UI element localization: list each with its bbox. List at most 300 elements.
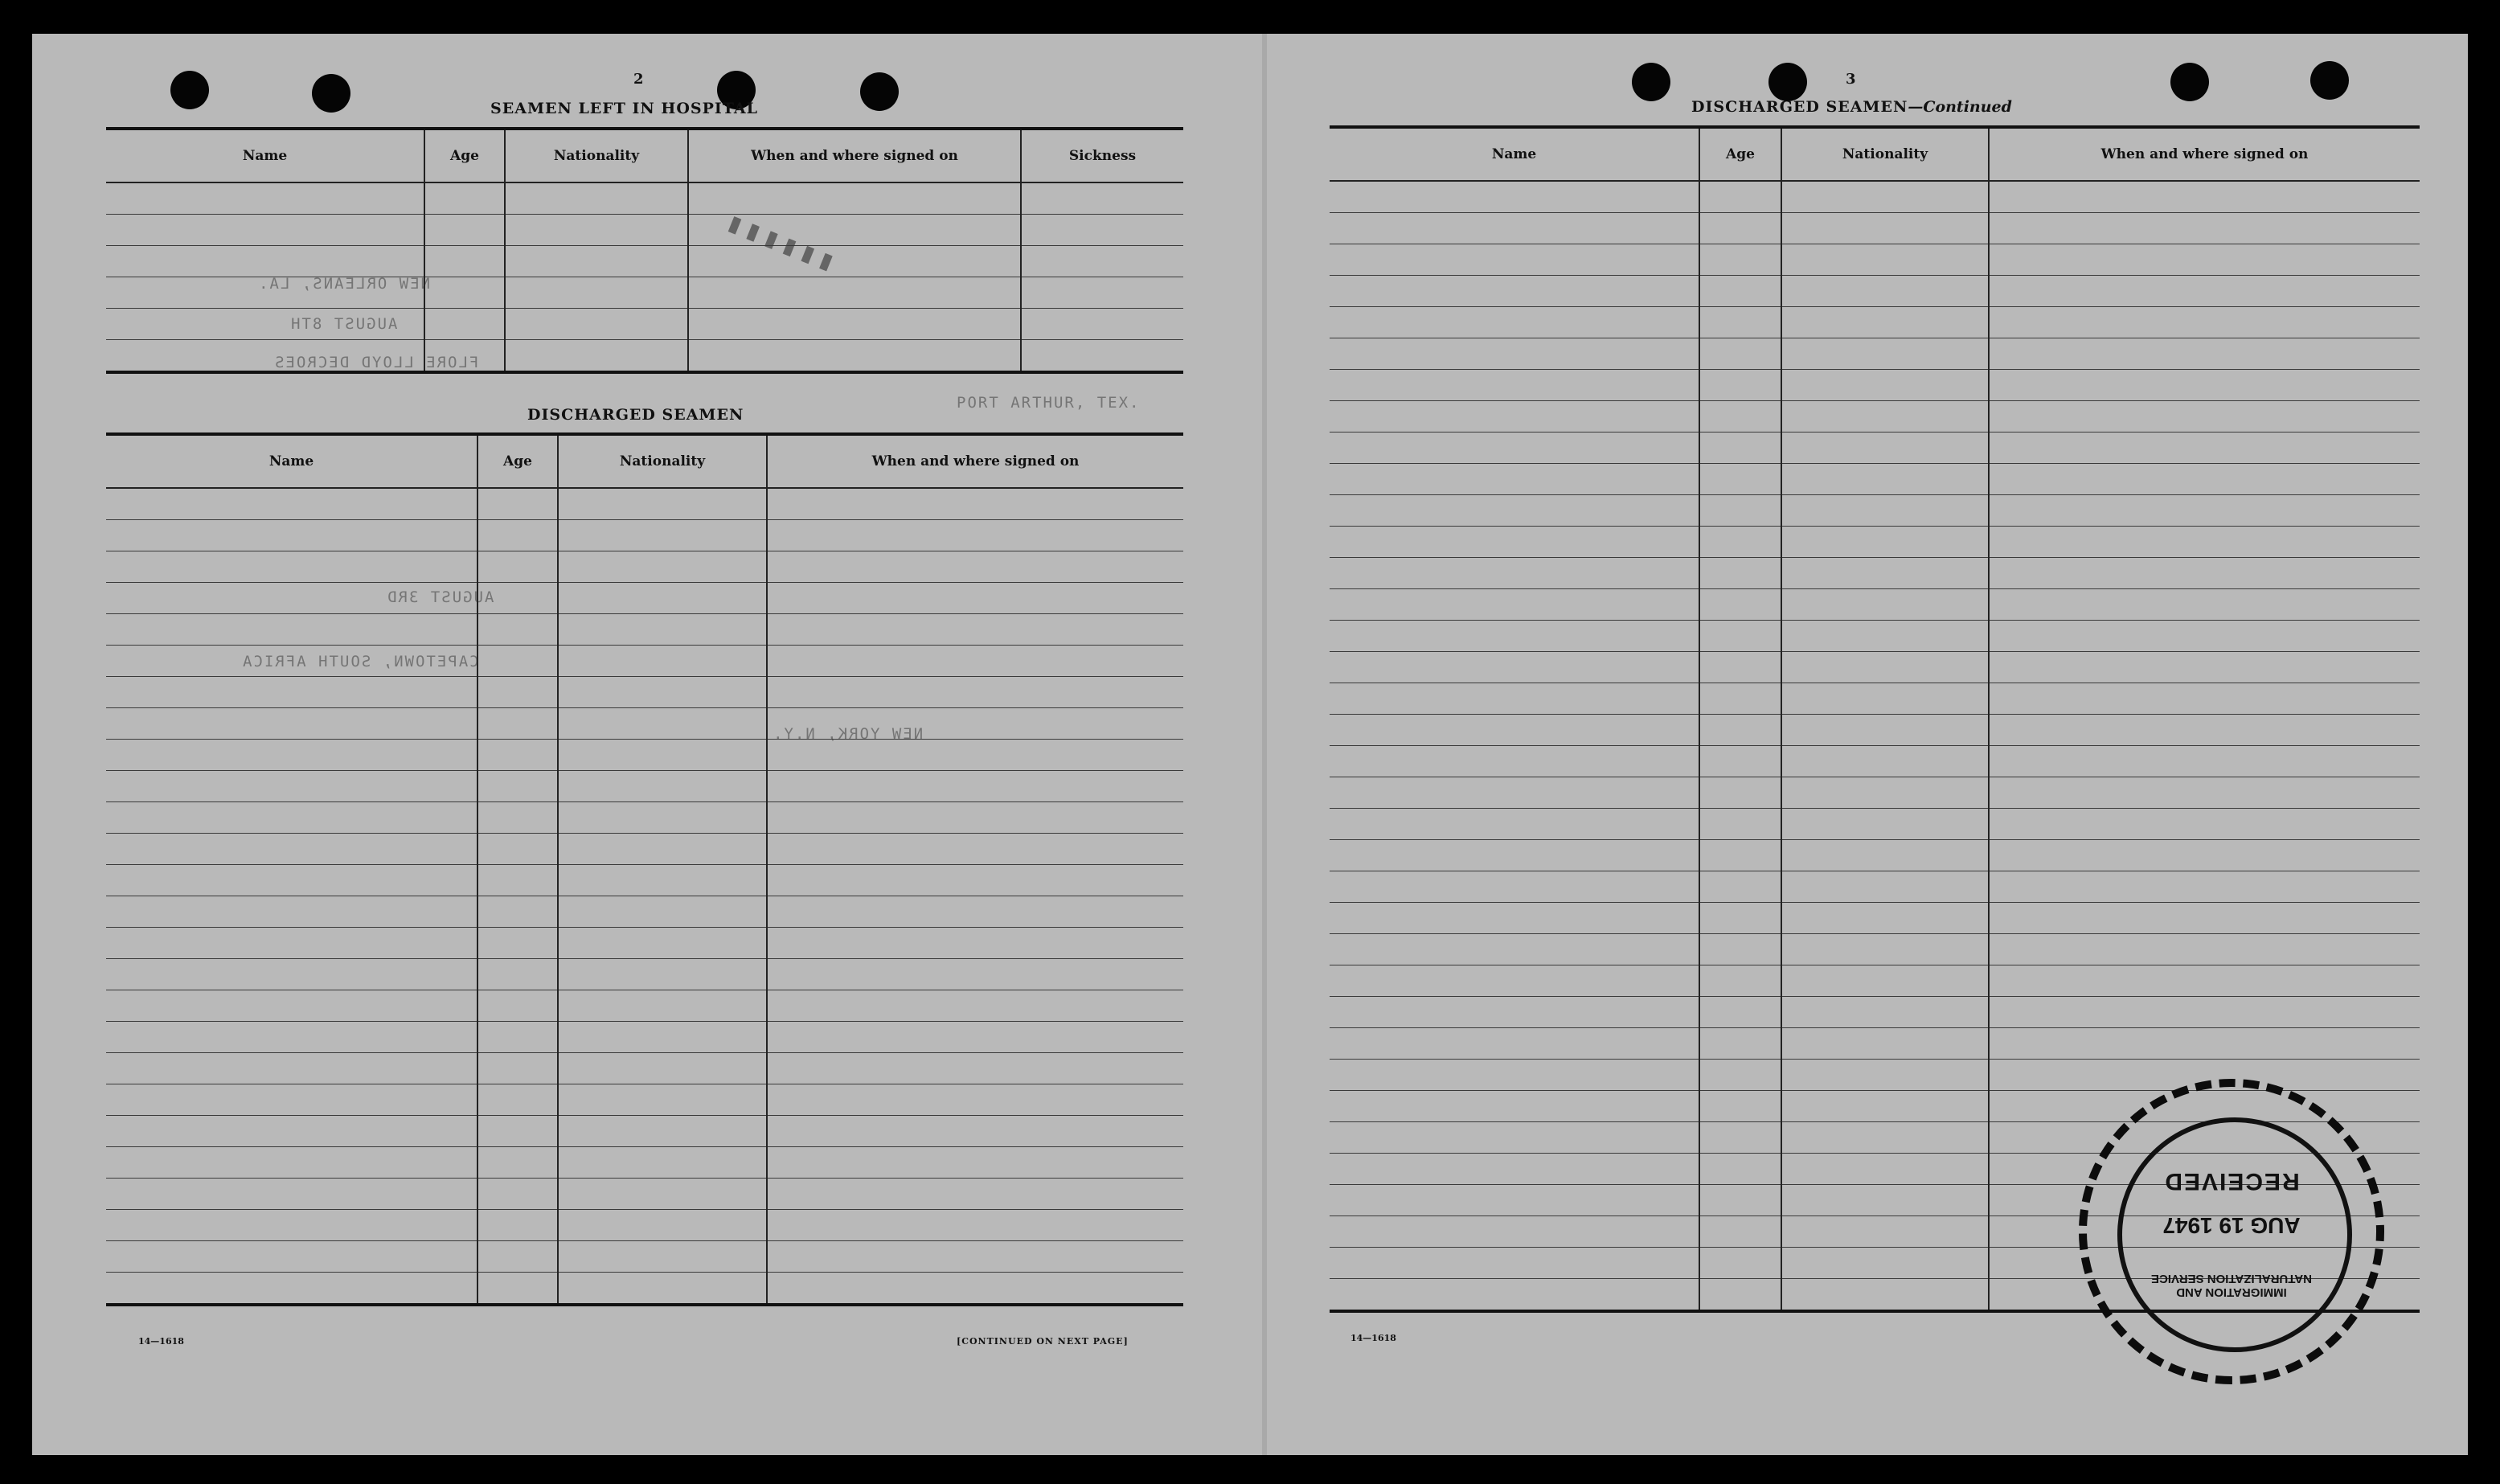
- table-cell: [767, 740, 1183, 771]
- table-cell: [1330, 840, 1699, 871]
- table-cell: [767, 771, 1183, 802]
- column-header-nationality: Nationality: [505, 129, 688, 182]
- table-row: [1330, 558, 2420, 589]
- table-cell: [106, 488, 477, 520]
- table-row: [106, 1273, 1183, 1306]
- discharged-table: [106, 432, 1183, 1306]
- table-cell: [1699, 1279, 1781, 1312]
- table-cell: [558, 959, 767, 990]
- table-row: [106, 340, 1183, 373]
- table-cell: [477, 583, 558, 614]
- table-cell: [1781, 903, 1989, 934]
- table-cell: [1781, 621, 1989, 652]
- table-cell: [477, 771, 558, 802]
- table-row: [106, 1084, 1183, 1116]
- table-cell: [558, 1179, 767, 1210]
- table-cell: [1330, 181, 1699, 213]
- table-cell: [1330, 1122, 1699, 1154]
- table-cell: [1781, 432, 1989, 464]
- table-row: [106, 677, 1183, 708]
- table-cell: [1699, 903, 1781, 934]
- table-row: [1330, 181, 2420, 213]
- table-cell: [1330, 683, 1699, 715]
- table-row: [106, 1116, 1183, 1147]
- table-cell: [1330, 401, 1699, 432]
- table-cell: [1781, 997, 1989, 1028]
- table-cell: [106, 614, 477, 646]
- table-cell: [505, 182, 688, 215]
- table-cell: [1781, 370, 1989, 401]
- table-row: [1330, 338, 2420, 370]
- table-cell: [1699, 338, 1781, 370]
- table-cell: [1330, 1060, 1699, 1091]
- table-cell: [558, 1053, 767, 1084]
- punch-hole: [170, 71, 209, 109]
- table-cell: [1781, 1060, 1989, 1091]
- table-cell: [1021, 182, 1183, 215]
- table-cell: [1989, 934, 2420, 965]
- punch-hole: [2310, 61, 2349, 100]
- table-cell: [558, 865, 767, 896]
- discharged-section-title: DISCHARGED SEAMEN: [527, 406, 744, 424]
- table-cell: [1330, 777, 1699, 809]
- table-row: [1330, 715, 2420, 746]
- table-cell: [1699, 1185, 1781, 1216]
- table-cell: [1989, 432, 2420, 464]
- table-cell: [106, 182, 424, 215]
- table-cell: [1699, 558, 1781, 589]
- table-cell: [688, 246, 1021, 277]
- table-cell: [1699, 652, 1781, 683]
- table-cell: [767, 1273, 1183, 1306]
- table-cell: [106, 1273, 477, 1306]
- table-cell: [767, 896, 1183, 928]
- table-cell: [106, 834, 477, 865]
- table-cell: [1330, 213, 1699, 244]
- table-cell: [1699, 1216, 1781, 1248]
- table-cell: [1699, 997, 1781, 1028]
- table-cell: [1781, 401, 1989, 432]
- table-cell: [1699, 777, 1781, 809]
- table-cell: [688, 340, 1021, 373]
- table-row: [106, 551, 1183, 583]
- table-cell: [1021, 340, 1183, 373]
- table-cell: [1699, 213, 1781, 244]
- table-cell: [1699, 1028, 1781, 1060]
- table-cell: [1989, 1028, 2420, 1060]
- table-cell: [477, 1053, 558, 1084]
- table-cell: [477, 488, 558, 520]
- table-cell: [767, 488, 1183, 520]
- column-header-age: Age: [424, 129, 505, 182]
- table-cell: [1781, 213, 1989, 244]
- table-cell: [106, 896, 477, 928]
- punch-hole: [312, 74, 350, 113]
- table-cell: [1330, 1091, 1699, 1122]
- table-cell: [1021, 246, 1183, 277]
- table-cell: [1989, 965, 2420, 997]
- table-cell: [1699, 1248, 1781, 1279]
- table-cell: [1781, 1122, 1989, 1154]
- stamp-date: AUG 19 1947: [2162, 1213, 2301, 1238]
- table-row: [106, 1210, 1183, 1241]
- bleed-through-text: PORT ARTHUR, TEX.: [957, 394, 1141, 412]
- table-row: [106, 1053, 1183, 1084]
- table-cell: [1699, 589, 1781, 621]
- table-cell: [767, 1022, 1183, 1053]
- table-row: [1330, 683, 2420, 715]
- table-cell: [1330, 965, 1699, 997]
- table-cell: [1330, 464, 1699, 495]
- table-cell: [1781, 1028, 1989, 1060]
- table-cell: [477, 1179, 558, 1210]
- table-cell: [505, 340, 688, 373]
- table-row: [1330, 777, 2420, 809]
- table-cell: [1330, 746, 1699, 777]
- table-cell: [477, 646, 558, 677]
- table-cell: [106, 1084, 477, 1116]
- table-row: [1330, 871, 2420, 903]
- table-cell: [767, 708, 1183, 740]
- table-cell: [1989, 589, 2420, 621]
- column-header-sickness: Sickness: [1021, 129, 1183, 182]
- table-row: [106, 520, 1183, 551]
- table-cell: [477, 865, 558, 896]
- bleed-through-text: CAPETOWN, SOUTH AFRICA: [241, 653, 479, 670]
- table-cell: [767, 646, 1183, 677]
- table-cell: [1699, 527, 1781, 558]
- table-cell: [1330, 871, 1699, 903]
- table-cell: [1989, 809, 2420, 840]
- table-cell: [1781, 276, 1989, 307]
- column-header-name: Name: [106, 434, 477, 488]
- table-cell: [1330, 1279, 1699, 1312]
- table-cell: [1330, 934, 1699, 965]
- table-cell: [477, 1147, 558, 1179]
- table-cell: [558, 520, 767, 551]
- table-row: [106, 309, 1183, 340]
- table-cell: [1699, 683, 1781, 715]
- table-cell: [767, 1147, 1183, 1179]
- column-header-age: Age: [1699, 127, 1781, 181]
- bleed-through-text: NEW YORK, N.Y.: [772, 725, 924, 743]
- table-cell: [558, 708, 767, 740]
- table-cell: [106, 246, 424, 277]
- table-cell: [1781, 1279, 1989, 1312]
- table-cell: [1989, 527, 2420, 558]
- column-header-age: Age: [477, 434, 558, 488]
- table-cell: [1330, 903, 1699, 934]
- table-row: [106, 583, 1183, 614]
- table-cell: [1781, 871, 1989, 903]
- table-cell: [106, 990, 477, 1022]
- table-row: [106, 771, 1183, 802]
- table-cell: [1330, 1185, 1699, 1216]
- table-cell: [106, 520, 477, 551]
- table-cell: [1989, 621, 2420, 652]
- table-cell: [558, 677, 767, 708]
- table-cell: [106, 802, 477, 834]
- table-cell: [767, 520, 1183, 551]
- table-row: [1330, 307, 2420, 338]
- table-cell: [424, 277, 505, 309]
- table-cell: [1781, 1216, 1989, 1248]
- table-cell: [1699, 1060, 1781, 1091]
- table-cell: [106, 928, 477, 959]
- table-cell: [1330, 276, 1699, 307]
- continued-note: [CONTINUED ON NEXT PAGE]: [957, 1336, 1129, 1347]
- column-header-nationality: Nationality: [1781, 127, 1989, 181]
- table-cell: [1699, 621, 1781, 652]
- table-cell: [1330, 495, 1699, 527]
- table-cell: [106, 1022, 477, 1053]
- page-number: 3: [1846, 71, 1856, 88]
- table-row: [106, 614, 1183, 646]
- table-cell: [767, 990, 1183, 1022]
- punch-hole: [1768, 63, 1807, 101]
- table-cell: [505, 215, 688, 246]
- table-row: [106, 215, 1183, 246]
- table-cell: [1781, 777, 1989, 809]
- table-cell: [477, 928, 558, 959]
- column-header-nationality: Nationality: [558, 434, 767, 488]
- table-cell: [1699, 495, 1781, 527]
- table-row: [106, 1022, 1183, 1053]
- table-cell: [767, 583, 1183, 614]
- table-cell: [477, 1084, 558, 1116]
- table-row: [106, 246, 1183, 277]
- table-cell: [1699, 464, 1781, 495]
- table-cell: [558, 646, 767, 677]
- table-cell: [1989, 276, 2420, 307]
- table-cell: [106, 1053, 477, 1084]
- table-cell: [558, 1084, 767, 1116]
- table-cell: [1989, 370, 2420, 401]
- table-row: [1330, 903, 2420, 934]
- table-cell: [1699, 1122, 1781, 1154]
- table-row: [106, 834, 1183, 865]
- table-cell: [1699, 244, 1781, 276]
- form-number: 14—1618: [138, 1336, 184, 1347]
- table-cell: [1989, 558, 2420, 589]
- table-row: [1330, 244, 2420, 276]
- table-cell: [1330, 527, 1699, 558]
- table-row: [106, 1179, 1183, 1210]
- table-cell: [477, 1273, 558, 1306]
- discharged-continued-title: [1691, 98, 2012, 116]
- table-cell: [767, 614, 1183, 646]
- table-cell: [477, 834, 558, 865]
- table-cell: [1330, 1154, 1699, 1185]
- table-cell: [1781, 683, 1989, 715]
- table-cell: [1699, 181, 1781, 213]
- table-cell: [1021, 309, 1183, 340]
- table-cell: [106, 959, 477, 990]
- table-cell: [477, 740, 558, 771]
- table-cell: [688, 309, 1021, 340]
- table-cell: [1781, 338, 1989, 370]
- table-cell: [1781, 558, 1989, 589]
- table-cell: [1330, 621, 1699, 652]
- table-cell: [1330, 338, 1699, 370]
- table-cell: [106, 708, 477, 740]
- table-cell: [767, 928, 1183, 959]
- table-cell: [1781, 809, 1989, 840]
- table-cell: [106, 865, 477, 896]
- table-cell: [477, 1022, 558, 1053]
- table-row: [1330, 213, 2420, 244]
- table-row: [1330, 401, 2420, 432]
- table-cell: [1781, 464, 1989, 495]
- table-cell: [1699, 307, 1781, 338]
- table-cell: [424, 309, 505, 340]
- table-cell: [1781, 495, 1989, 527]
- table-cell: [558, 551, 767, 583]
- table-cell: [1781, 1091, 1989, 1122]
- column-header-when-and-where-signed-on: When and where signed on: [767, 434, 1183, 488]
- hospital-table: [106, 127, 1183, 374]
- stamp-label: RECEIVED: [2163, 1168, 2300, 1195]
- table-cell: [1699, 401, 1781, 432]
- table-cell: [1989, 997, 2420, 1028]
- table-cell: [1989, 213, 2420, 244]
- table-cell: [106, 646, 477, 677]
- table-cell: [1989, 715, 2420, 746]
- table-cell: [1781, 589, 1989, 621]
- table-row: [106, 277, 1183, 309]
- table-cell: [1699, 871, 1781, 903]
- table-cell: [1989, 683, 2420, 715]
- table-cell: [1330, 1028, 1699, 1060]
- stamp-agency: IMMIGRATION AND NATURALIZATION SERVICE: [2151, 1272, 2313, 1299]
- table-row: [106, 928, 1183, 959]
- column-header-name: Name: [1330, 127, 1699, 181]
- discharged-title-text: DISCHARGED SEAMEN: [1691, 98, 1908, 116]
- table-row: [106, 182, 1183, 215]
- table-cell: [1699, 1091, 1781, 1122]
- table-cell: [106, 1179, 477, 1210]
- table-cell: [558, 834, 767, 865]
- table-cell: [477, 677, 558, 708]
- table-cell: [1781, 1185, 1989, 1216]
- table-cell: [477, 959, 558, 990]
- table-cell: [477, 1241, 558, 1273]
- table-cell: [767, 1084, 1183, 1116]
- table-cell: [1989, 777, 2420, 809]
- table-cell: [477, 520, 558, 551]
- table-cell: [558, 740, 767, 771]
- table-cell: [106, 771, 477, 802]
- table-cell: [1330, 1216, 1699, 1248]
- table-row: [1330, 464, 2420, 495]
- table-cell: [424, 215, 505, 246]
- page-number: 2: [633, 71, 644, 88]
- bleed-through-text: AUGUST 8TH: [289, 315, 398, 333]
- table-row: [106, 865, 1183, 896]
- table-cell: [1989, 338, 2420, 370]
- table-cell: [1699, 934, 1781, 965]
- table-cell: [558, 896, 767, 928]
- table-cell: [558, 488, 767, 520]
- table-row: [106, 959, 1183, 990]
- table-cell: [477, 614, 558, 646]
- table-row: [1330, 840, 2420, 871]
- table-cell: [1989, 401, 2420, 432]
- table-cell: [1989, 652, 2420, 683]
- table-cell: [106, 677, 477, 708]
- table-cell: [558, 802, 767, 834]
- table-cell: [1699, 715, 1781, 746]
- diagonal-stamp-mark: ▮▮▮▮▮▮: [721, 205, 843, 281]
- table-cell: [1989, 244, 2420, 276]
- received-stamp: [2079, 1079, 2384, 1384]
- bleed-through-text: AUGUST 3RD: [386, 588, 494, 606]
- table-cell: [1699, 809, 1781, 840]
- table-cell: [1021, 215, 1183, 246]
- table-cell: [1989, 871, 2420, 903]
- column-header-name: Name: [106, 129, 424, 182]
- table-cell: [1781, 965, 1989, 997]
- table-cell: [558, 1273, 767, 1306]
- table-cell: [505, 309, 688, 340]
- table-cell: [558, 583, 767, 614]
- continued-suffix: —Continued: [1908, 98, 2012, 116]
- table-cell: [477, 1210, 558, 1241]
- table-cell: [1699, 746, 1781, 777]
- table-row: [1330, 621, 2420, 652]
- column-header-when-and-where-signed-on: When and where signed on: [1989, 127, 2420, 181]
- table-cell: [688, 215, 1021, 246]
- table-cell: [558, 1241, 767, 1273]
- table-cell: [424, 340, 505, 373]
- table-cell: [1330, 432, 1699, 464]
- table-row: [106, 1241, 1183, 1273]
- table-cell: [1781, 715, 1989, 746]
- table-cell: [767, 834, 1183, 865]
- table-cell: [1330, 589, 1699, 621]
- table-cell: [767, 865, 1183, 896]
- table-cell: [1781, 652, 1989, 683]
- document-sheet: [32, 34, 2468, 1455]
- table-cell: [1699, 840, 1781, 871]
- column-header-when-and-where-signed-on: When and where signed on: [688, 129, 1021, 182]
- table-cell: [1330, 558, 1699, 589]
- table-cell: [558, 614, 767, 646]
- table-cell: [106, 1210, 477, 1241]
- punch-hole: [1632, 63, 1670, 101]
- table-cell: [106, 309, 424, 340]
- table-cell: [1699, 1154, 1781, 1185]
- table-cell: [558, 771, 767, 802]
- table-cell: [1781, 1248, 1989, 1279]
- table-cell: [767, 959, 1183, 990]
- table-cell: [558, 928, 767, 959]
- table-cell: [106, 740, 477, 771]
- table-cell: [1330, 715, 1699, 746]
- punch-hole: [2170, 63, 2209, 101]
- punch-hole: [860, 72, 899, 111]
- table-cell: [1781, 181, 1989, 213]
- table-cell: [106, 551, 477, 583]
- table-row: [1330, 746, 2420, 777]
- table-cell: [1330, 244, 1699, 276]
- table-row: [1330, 276, 2420, 307]
- table-row: [106, 1147, 1183, 1179]
- table-row: [106, 740, 1183, 771]
- table-cell: [1699, 276, 1781, 307]
- table-cell: [106, 583, 477, 614]
- table-cell: [106, 1147, 477, 1179]
